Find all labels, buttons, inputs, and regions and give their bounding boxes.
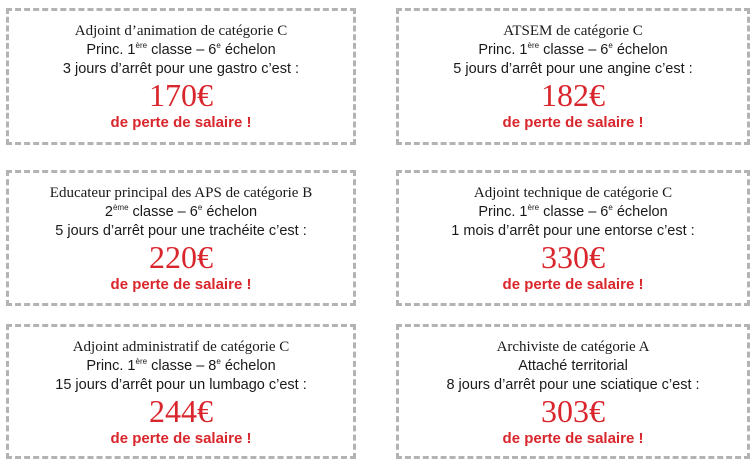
job-grade: Princ. 1ère classe – 8e échelon: [86, 357, 276, 374]
loss-amount: 182€: [541, 77, 605, 113]
loss-amount: 244€: [149, 393, 213, 429]
salary-loss-card-educateur: [6, 170, 356, 306]
job-title: Adjoint administratif de catégorie C: [72, 339, 290, 355]
loss-caption: de perte de salaire !: [502, 430, 644, 447]
loss-caption: de perte de salaire !: [110, 430, 252, 447]
loss-amount: 170€: [149, 77, 213, 113]
loss-caption: de perte de salaire !: [502, 276, 644, 293]
job-title: Educateur principal des APS de catégorie B: [49, 185, 313, 201]
loss-amount: 220€: [149, 239, 213, 275]
sick-leave-description: 15 jours d’arrêt pour un lumbago c’est :: [55, 377, 307, 393]
sick-leave-description: 3 jours d’arrêt pour une gastro c’est :: [62, 61, 300, 77]
loss-amount: 303€: [541, 393, 605, 429]
sick-leave-description: 8 jours d’arrêt pour une sciatique c’est :: [446, 377, 700, 393]
job-grade: 2ème classe – 6e échelon: [104, 203, 258, 220]
loss-caption: de perte de salaire !: [110, 114, 252, 131]
loss-caption: de perte de salaire !: [110, 276, 252, 293]
sick-leave-description: 1 mois d’arrêt pour une entorse c’est :: [451, 223, 695, 239]
salary-loss-card-administratif: [6, 324, 356, 459]
job-grade: Princ. 1ère classe – 6e échelon: [86, 41, 276, 58]
sick-leave-description: 5 jours d’arrêt pour une trachéite c’est :: [55, 223, 307, 239]
job-grade: Princ. 1ère classe – 6e échelon: [478, 203, 668, 220]
job-title: Adjoint d’animation de catégorie C: [74, 23, 288, 39]
job-grade: Attaché territorial: [518, 358, 628, 374]
job-title: ATSEM de catégorie C: [503, 23, 643, 39]
salary-loss-card-archiviste: [396, 324, 750, 459]
loss-caption: de perte de salaire !: [502, 114, 644, 131]
salary-loss-card-technique: [396, 170, 750, 306]
salary-loss-card-animation: [6, 8, 356, 145]
loss-amount: 330€: [541, 239, 605, 275]
job-grade: Princ. 1ère classe – 6e échelon: [478, 41, 668, 58]
salary-loss-card-atsem: [396, 8, 750, 145]
sick-leave-description: 5 jours d’arrêt pour une angine c’est :: [453, 61, 693, 77]
job-title: Adjoint technique de catégorie C: [473, 185, 673, 201]
job-title: Archiviste de catégorie A: [496, 339, 650, 355]
